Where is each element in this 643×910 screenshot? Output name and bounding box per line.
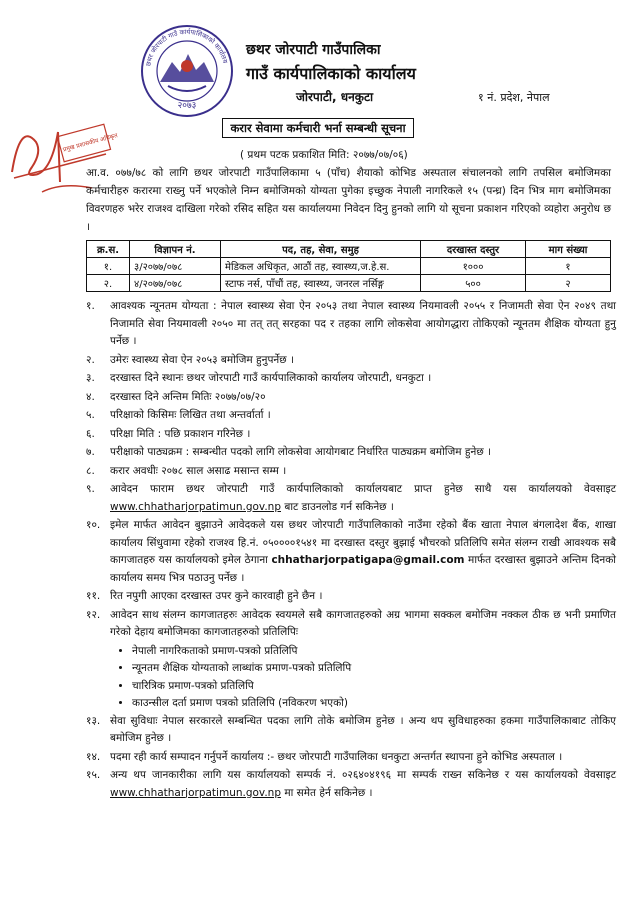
vacancy-table [86, 240, 611, 292]
list-item: ९. आवेदन फाराम छथर जोरपाटी गाउँ कार्यपालिकाको कार्यालयबाट प्राप्त हुनेछ साथै यस कार्यालयको वेवसाइट www.chhatharjorpatimun.gov.np बाट डाउनलोड गर्न सकिनेछ । [86, 483, 616, 513]
publish-date: ( प्रथम पटक प्रकाशित मिति: २०७७/०७/०६) [240, 149, 408, 161]
list-item: १२. आवेदन साथ संलग्न कागजातहरुः आवेदक स्वयमले सबै कागजातहरुको अग्र भागमा सक्कल बमोजिम नक्कल ठीक छ भनी प्रमाणित गरेको देहाय बमोजिमका कागजातहरुको प्रतिलिपिः [86, 608, 616, 638]
cell: २. [87, 275, 130, 292]
intro-paragraph: आ.व. ०७७/७८ को लागि छथर जोरपाटी गाउँपालिकामा ५ (पाँच) शैयाको कोभिड अस्पताल संचालनको लागि तपसिल बमोजिमका कर्मचारीहरु करारमा राख्नु पर्ने भएकोले निम्न बमोजिमको योग्यता पुगेका इच्छुक नेपाली नागरिकले १५ (पन्ध्र) दिन भित्र माग बमोजिमका विवरणहरु भरेर राजश्व दाखिला गरेको रसिद सहित यस कार्यालयमा निवेदन दिनु हुनको लागि यो सूचना प्रकाशन गरिएको व्यहोरा अनुरोध छ । [86, 167, 611, 233]
cell: ३/२०७७/०७८ [130, 258, 221, 275]
list-item: १५. अन्य थप जानकारीका लागि यस कार्यालयको सम्पर्क नं. ०२६४०४१९६ मा सम्पर्क राख्न सकिनेछ र यस कार्यालयको वेवसाइट www.chhatharjorpatimun.gov.np मा समेत हेर्न सकिनेछ । [86, 769, 616, 799]
bullet-item: • न्यूनतम शैक्षिक योग्यताको लाब्धांक प्रमाण-पत्रको प्रतिलिपि [132, 660, 616, 678]
bullet-item: • नेपाली नागरिकताको प्रमाण-पत्रको प्रतिलिपि [132, 643, 616, 661]
cell: मेडिकल अधिकृत, आठौं तह, स्वास्थ्य,ज.हे.स. [221, 258, 421, 275]
list-item: ७. परीक्षाको पाठ्यक्रम : सम्बन्धीत पदको लागि लोकसेवा आयोगबाट निर्धारित पाठ्यक्रम बमोजिम हुनेछ । [86, 446, 491, 458]
col-header: दरखास्त दस्तुर [421, 241, 526, 258]
svg-text:२०७३: २०७३ [177, 101, 197, 111]
emblem-seal-icon [138, 22, 236, 120]
list-item: ५. परिक्षाको किसिमः लिखित तथा अन्तर्वार्ता । [86, 409, 271, 421]
website-link[interactable]: www.chhatharjorpatimun.gov.np [110, 786, 281, 799]
list-item: १३. सेवा सुविधाः नेपाल सरकारले सम्बन्धित पदका लागि तोके बमोजिम हुनेछ । अन्य थप सुविधाहरुका हकमा गाउँपालिकाबाट तोकिए बमोजिम हुनेछ । [86, 714, 616, 744]
list-item: ८. करार अवधीः २०७८ साल असाढ मसान्त सम्म । [86, 464, 287, 477]
col-header: पद, तह, सेवा, समुह [221, 241, 421, 258]
header-line-1: छथर जोरपाटी गाउँपालिका [246, 42, 381, 58]
svg-text:छथर जोरपाटी गाउँ कार्यपालिकाको: छथर जोरपाटी गाउँ कार्यपालिकाको कार्यालय [144, 27, 230, 67]
table-row [87, 275, 611, 292]
list-item: ६. परिक्षा मिति : पछि प्रकाशन गरिनेछ । [86, 427, 251, 440]
province-label: १ नं. प्रदेश, नेपाल [478, 91, 550, 104]
col-header: विज्ञापन नं. [130, 241, 221, 258]
cell: १. [87, 258, 130, 275]
cell: १००० [421, 258, 526, 275]
documents-bullets [86, 643, 616, 713]
col-header: माग संख्या [526, 241, 611, 258]
header-line-2: गाउँ कार्यपालिकाको कार्यालय [246, 64, 416, 83]
col-header: क्र.स. [87, 241, 130, 258]
header-line-3: जोरपाटी, धनकुटा [296, 90, 374, 104]
list-item: १. आवश्यक न्यूनतम योग्यता : नेपाल स्वास्थ्य सेवा ऐन २०५३ तथा नेपाल स्वास्थ्य नियमावली २०५५ र निजामती सेवा ऐन २०४९ तथा निजामति सेवा नियमावली २०५० मा तत् तत् सरहका पद र तहका लागि लोकसेवा आयोगद्धारा तोकिएको न्यूनतम शैक्षिक योग्यता हुनु पर्नेछ । [86, 300, 616, 347]
list-item: १०. इमेल मार्फत आवेदन बुझाउने आवेदकले यस छथर जोरपाटी गाउँपालिकाको नाउँमा रहेको बैंक खाता नेपाल बंगलादेश बैंक, शाखा कार्यालय सिंधुवामा रहेको राजश्व हि.नं. ०५००००१५४१ मा दरखास्त दस्तुर बुझाई भौचरको प्रतिलिपि समेत संलग्न राखी आवश्यक सबै कागजातहरु यस कार्यालयको इमेल ठेगाना chhatharjorpatigapa@gmail.com मार्फत दरखास्त बुझाउने अन्तिम दिनको कार्यालय समय भित्र पठाउनु पर्नेछ । [86, 519, 616, 584]
bullet-item: • चारित्रिक प्रमाण-पत्रको प्रतिलिपि [132, 678, 616, 696]
cell: स्टाफ नर्स, पाँचौं तह, स्वास्थ्य, जनरल नर्सिङ्ग [221, 275, 421, 292]
list-item: ३. दरखास्त दिने स्थानः छथर जोरपाटी गाउँ कार्यपालिकाको कार्यालय जोरपाटी, धनकुटा । [86, 372, 432, 384]
cell: १ [526, 258, 611, 275]
cell: ४/२०७७/०७८ [130, 275, 221, 292]
cell: ५०० [421, 275, 526, 292]
table-row [87, 258, 611, 275]
email-link[interactable]: chhatharjorpatigapa@gmail.com [271, 554, 465, 566]
notice-title: करार सेवामा कर्मचारी भर्ना सम्बन्धी सूचना [222, 118, 414, 138]
website-link[interactable]: www.chhatharjorpatimun.gov.np [110, 500, 281, 513]
list-item: ४. दरखास्त दिने अन्तिम मितिः २०७७/०७/२० [86, 390, 266, 403]
svg-text:प्रमुख प्रशासकीय अधिकृत: प्रमुख प्रशासकीय अधिकृत [62, 132, 119, 154]
municipality-emblem [138, 22, 236, 120]
cell: २ [526, 275, 611, 292]
table-header-row [87, 241, 611, 258]
conditions-list [86, 298, 616, 803]
list-item: ११. रित नपुगी आएका दरखास्त उपर कुने कारवाही हुने छैन । [86, 590, 323, 602]
list-item: १४. पदमा रही कार्य सम्पादन गर्नुपर्ने कार्यालय :- छथर जोरपाटी गाउँपालिका धनकुटा अन्तर्गत स्थापना हुने कोभिड अस्पताल । [86, 750, 563, 763]
list-item: २. उमेरः स्वास्थ्य सेवा ऐन २०५३ बमोजिम हुनुपर्नेछ । [86, 353, 294, 366]
bullet-item: • काउन्सील दर्ता प्रमाण पत्रको प्रतिलिपि (नविकरण भएको) [132, 695, 616, 713]
